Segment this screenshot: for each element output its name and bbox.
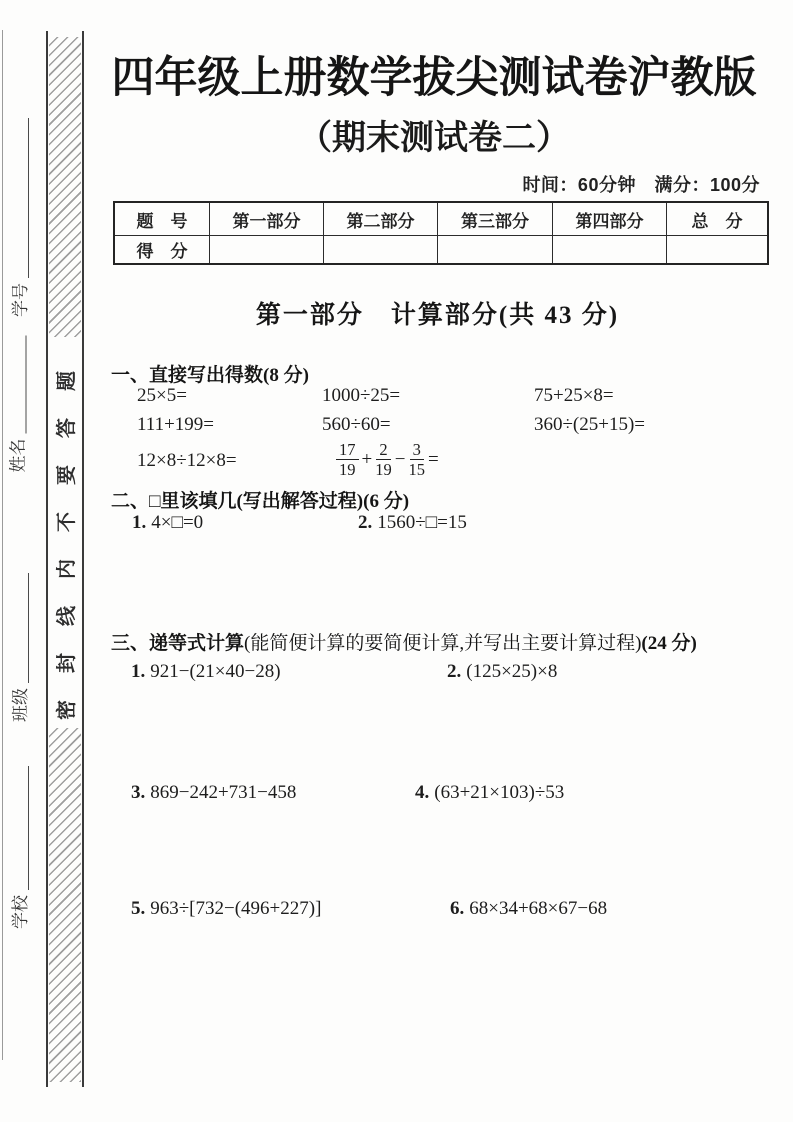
problem-number: 2.: [358, 512, 373, 533]
problem-expression: (125×25)×8: [466, 661, 558, 682]
operator-plus: +: [361, 448, 373, 470]
section3-heading-note: (能简便计算的要简便计算,并写出主要计算过程): [244, 633, 642, 654]
col-total: 总 分: [667, 202, 769, 236]
problem-expression: 963÷[732−(496+227)]: [150, 898, 322, 919]
fraction-numerator: 3: [410, 441, 424, 460]
field-blank-line: [14, 118, 29, 278]
problem-number: 1.: [132, 512, 147, 533]
problem-number: 2.: [447, 661, 462, 682]
fraction-numerator: 2: [376, 441, 390, 460]
problem-number: 6.: [450, 898, 465, 919]
problem-expression: 25×5=: [137, 385, 187, 406]
field-label-class: 班级: [11, 688, 30, 722]
seal-text: 密封线内不要答题: [56, 344, 78, 720]
col-part-4: 第四部分: [553, 202, 667, 236]
fraction-denominator: 15: [408, 460, 425, 480]
field-school: [9, 757, 33, 929]
section3-heading: [111, 628, 697, 655]
fraction: [336, 441, 359, 479]
problem-expression: 12×8÷12×8=: [137, 450, 237, 471]
problem-expression: 921−(21×40−28): [150, 661, 281, 682]
problem-expression: 4×□=0: [151, 512, 204, 533]
field-name: [7, 328, 31, 473]
field-label-school: 学校: [11, 895, 30, 929]
time-score-info: 时间：60分钟 满分：100分: [522, 175, 760, 195]
page-edge-line: [2, 30, 3, 1060]
section3-heading-main: 三、递等式计算: [111, 633, 245, 654]
section3-heading-score: (24 分): [641, 633, 697, 654]
fraction-denominator: 19: [339, 460, 356, 480]
field-label-student-number: 学号: [11, 283, 30, 317]
problem: [132, 512, 203, 534]
operator-minus: −: [394, 448, 406, 470]
score-table-header-row: [114, 202, 768, 236]
field-blank-line: [14, 766, 29, 890]
score-cell-part-3: [438, 236, 553, 265]
fraction-expression: [336, 441, 439, 479]
fraction: [408, 441, 425, 479]
problem-expression: 560÷60=: [322, 414, 391, 435]
score-cell-part-1: [210, 236, 324, 265]
problem-expression: (63+21×103)÷53: [434, 782, 565, 803]
field-label-name: 姓名: [8, 438, 28, 473]
part1-title: 第一部分 计算部分(共 43 分): [255, 302, 620, 329]
col-question-number: 题 号: [114, 202, 210, 236]
col-part-2: 第二部分: [324, 202, 438, 236]
page-subtitle: （期末测试卷二）: [298, 119, 570, 157]
section2-heading: 二、□里该填几(写出解答过程)(6 分): [111, 491, 410, 512]
problem-number: 3.: [131, 782, 146, 803]
hatch-pattern-top: [49, 37, 81, 337]
field-blank-line: [11, 336, 26, 434]
problem-expression: 869−242+731−458: [150, 782, 297, 803]
col-part-1: 第一部分: [210, 202, 324, 236]
score-table: [113, 201, 769, 265]
score-table-score-row: [114, 236, 768, 265]
problem-expression: 1560÷□=15: [377, 512, 467, 533]
seal-line-left: [46, 31, 48, 1087]
problem: [131, 898, 321, 920]
score-cell-part-4: [553, 236, 667, 265]
seal-line-right: [82, 31, 84, 1087]
fraction: [375, 441, 392, 479]
problem: [450, 898, 607, 920]
hatch-pattern-bottom: [49, 728, 81, 1082]
fraction-numerator: 17: [336, 441, 359, 460]
fraction-denominator: 19: [375, 460, 392, 480]
problem-expression: 75+25×8=: [534, 385, 614, 406]
problem: [131, 661, 281, 683]
section1-heading: 一、直接写出得数(8 分): [111, 365, 309, 386]
problem-expression: 111+199=: [137, 414, 215, 435]
problem-expression: 360÷(25+15)=: [534, 414, 646, 435]
problem-number: 5.: [131, 898, 146, 919]
score-cell-part-2: [324, 236, 438, 265]
problem: [415, 782, 564, 804]
problem: [358, 512, 467, 534]
equals-sign: =: [427, 448, 439, 470]
problem: [131, 782, 296, 804]
field-blank-line: [14, 573, 29, 683]
problem-expression: 1000÷25=: [322, 385, 401, 406]
problem-number: 4.: [415, 782, 430, 803]
problem: [447, 661, 557, 683]
score-cell-total: [667, 236, 769, 265]
field-student-number: [9, 107, 33, 317]
page-title: 四年级上册数学拔尖测试卷沪教版: [111, 54, 757, 102]
problem-number: 1.: [131, 661, 146, 682]
field-class: [9, 564, 33, 722]
score-row-label: 得 分: [114, 236, 210, 265]
problem-expression: 68×34+68×67−68: [469, 898, 608, 919]
col-part-3: 第三部分: [438, 202, 553, 236]
